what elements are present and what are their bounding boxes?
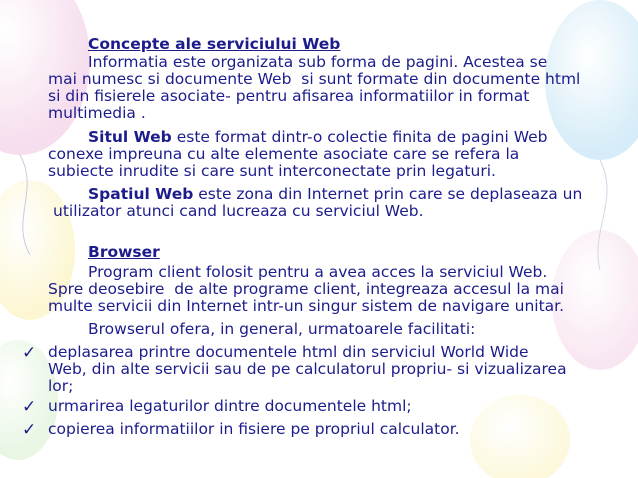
paragraph-line: conexe impreuna cu alte elemente asociate care se refera la	[48, 145, 520, 163]
paragraph-line: subiecte inrudite si care sunt interconectate prin legaturi.	[48, 162, 496, 180]
paragraph-line: Browserul ofera, in general, urmatoarele facilitati:	[88, 320, 476, 338]
list-item-cont: Web, din alte servicii sau de pe calculatorul propriu- si vizualizarea	[48, 360, 567, 378]
checkmark-icon: ✓	[22, 343, 37, 363]
paragraph-line: Spatiul Web este zona din Internet prin care se deplaseaza un	[88, 185, 583, 203]
checkmark-icon: ✓	[22, 420, 37, 440]
list-item: urmarirea legaturilor dintre documentele html;	[48, 397, 412, 415]
term-spatiul-web: Spatiul Web	[88, 185, 194, 203]
paragraph-line: Program client folosit pentru a avea acces la serviciul Web.	[88, 263, 548, 281]
paragraph-line: mai numesc si documente Web si sunt formate din documente html	[48, 70, 581, 88]
paragraph-line: Spre deosebire de alte programe client, integreaza accesul la mai	[48, 280, 564, 298]
list-item: deplasarea printre documentele html din serviciul World Wide	[48, 343, 529, 361]
paragraph-line: si din fisierele asociate- pentru afisarea informatiilor in format	[48, 87, 530, 105]
checkmark-icon: ✓	[22, 397, 37, 417]
term-situl-web: Situl Web	[88, 128, 172, 146]
list-item: copierea informatiilor in fisiere pe propriul calculator.	[48, 420, 460, 438]
section-heading-web: Concepte ale serviciului Web	[88, 35, 341, 53]
paragraph-line: utilizator atunci cand lucreaza cu serviciul Web.	[53, 202, 424, 220]
paragraph-line: multimedia .	[48, 104, 146, 122]
list-item-cont: lor;	[48, 377, 74, 395]
paragraph-line: Situl Web este format dintr-o colectie finita de pagini Web	[88, 128, 548, 146]
section-heading-browser: Browser	[88, 243, 160, 261]
paragraph-line: multe servicii din Internet intr-un singur sistem de navigare unitar.	[48, 297, 565, 315]
paragraph-line: Informatia este organizata sub forma de pagini. Acestea se	[88, 53, 548, 71]
